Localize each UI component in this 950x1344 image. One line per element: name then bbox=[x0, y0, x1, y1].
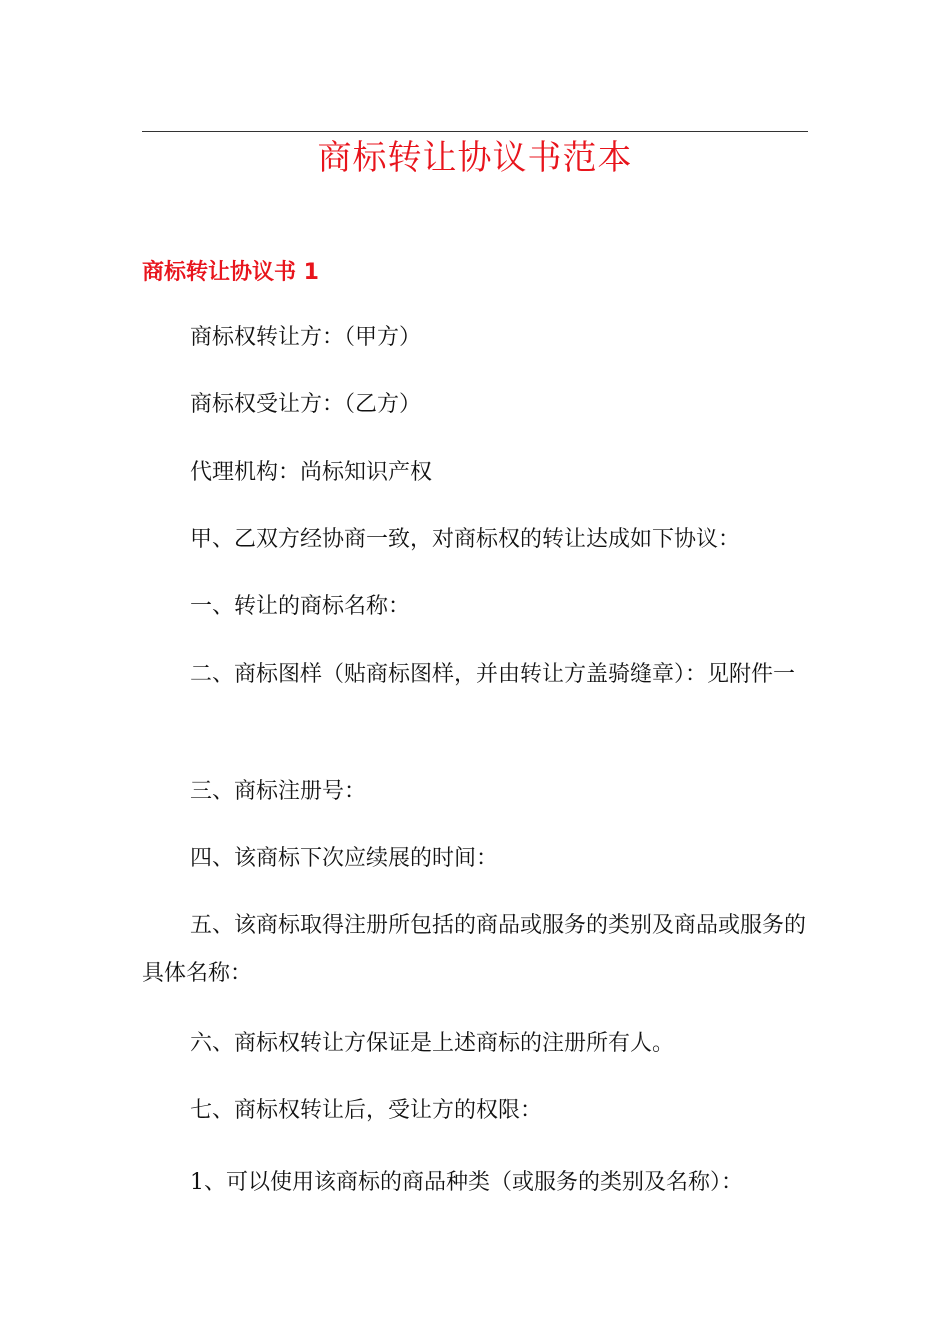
paragraph-transferee: 商标权受让方：（乙方） bbox=[190, 392, 422, 417]
paragraph-agreement-intro: 甲、乙双方经协商一致，对商标权的转让达成如下协议： bbox=[190, 527, 741, 552]
section-heading: 商标转让协议书 1 bbox=[142, 260, 319, 285]
document-title: 商标转让协议书范本 bbox=[317, 138, 633, 178]
paragraph-item-6: 六、商标权转让方保证是上述商标的注册所有人。 bbox=[190, 1031, 675, 1056]
paragraph-item-1: 一、转让的商标名称： bbox=[190, 594, 411, 619]
paragraph-item-5: 五、该商标取得注册所包括的商品或服务的类别及商品或服务的具体名称： bbox=[142, 913, 807, 986]
paragraph-agency: 代理机构：尚标知识产权 bbox=[190, 460, 433, 485]
paragraph-transferor: 商标权转让方：（甲方） bbox=[190, 325, 422, 350]
paragraph-subitem-1: 1、可以使用该商标的商品种类（或服务的类别及名称）： bbox=[190, 1170, 743, 1195]
top-rule bbox=[142, 131, 808, 132]
paragraph-item-2: 二、商标图样（贴商标图样，并由转让方盖骑缝章）：见附件一 bbox=[190, 662, 796, 687]
paragraph-item-7: 七、商标权转让后，受让方的权限： bbox=[190, 1098, 543, 1123]
paragraph-item-4: 四、该商标下次应续展的时间： bbox=[190, 846, 499, 871]
paragraph-item-3: 三、商标注册号： bbox=[190, 779, 367, 804]
